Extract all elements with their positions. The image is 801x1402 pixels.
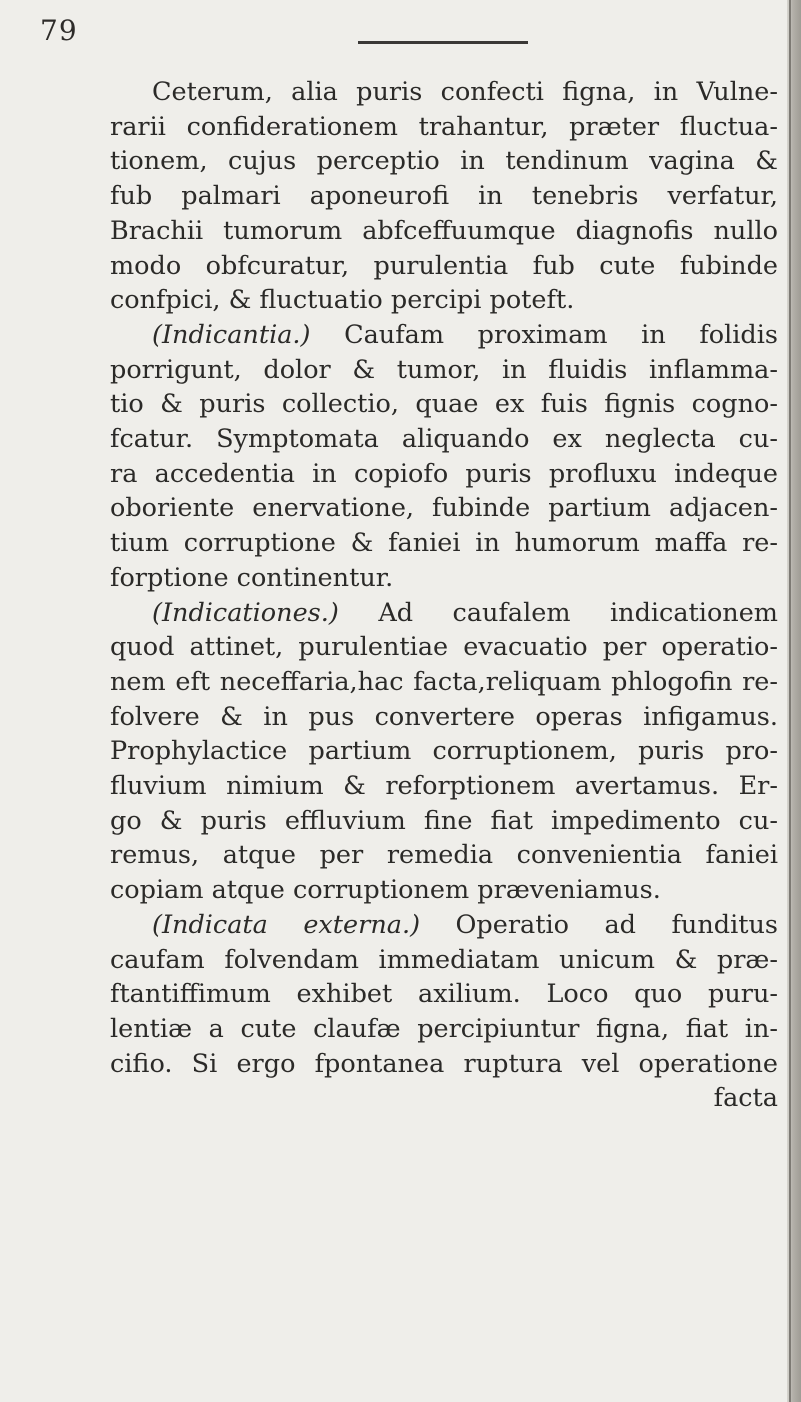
text-line: Brachii tumorum abfceffuumque diagnofis nullo bbox=[110, 215, 778, 246]
text-line: ra accedentia in copiofo puris profluxu indeque bbox=[110, 458, 778, 489]
text-line: cifio. Si ergo fpontanea ruptura vel operatione bbox=[110, 1048, 778, 1079]
body-text bbox=[110, 75, 778, 1116]
text-line: fcatur. Symptomata aliquando ex neglecta cu- bbox=[110, 424, 778, 455]
text-line: quod attinet, purulentiae evacuatio per operatio- bbox=[110, 632, 778, 663]
gutter-line bbox=[789, 0, 791, 1402]
text-line bbox=[110, 908, 778, 943]
text-run: Ad caufalem indicationem bbox=[338, 597, 778, 628]
text-line: tio & puris collectio, quae ex fuis fignis cogno- bbox=[110, 389, 778, 420]
text-run: Operatio ad funditus bbox=[420, 909, 778, 940]
text-line: folvere & in pus convertere operas infigamus. bbox=[110, 701, 778, 732]
text-line: copiam atque corruptionem præveniamus. bbox=[110, 875, 661, 906]
section-heading-indicantia: (Indicantia.) bbox=[152, 319, 311, 350]
text-line: modo obfcuratur, purulentia fub cute fubinde bbox=[110, 250, 778, 281]
text-line: Ceterum, alia puris confecti figna, in Vulne- bbox=[152, 77, 778, 107]
text-line: porrigunt, dolor & tumor, in fluidis inflamma- bbox=[110, 354, 778, 385]
text-line: caufam folvendam immediatam unicum & præ- bbox=[110, 944, 778, 975]
text-line: fub palmari aponeurofi in tenebris verfatur, bbox=[110, 181, 778, 212]
text-line: remus, atque per remedia convenientia faniei bbox=[110, 840, 778, 871]
text-line: tionem, cujus perceptio in tendinum vagina & bbox=[110, 146, 778, 177]
text-line: tium corruptione & faniei in humorum maffa re- bbox=[110, 528, 778, 559]
text-line: oboriente enervatione, fubinde partium adjacen- bbox=[110, 493, 778, 524]
text-line: confpici, & fluctuatio percipi poteft. bbox=[110, 285, 575, 316]
text-line: Prophylactice partium corruptionem, puris pro- bbox=[110, 736, 778, 767]
text-line: rarii confiderationem trahantur, præter fluctua- bbox=[110, 111, 778, 142]
paragraph-indicata-externa bbox=[110, 908, 778, 1082]
paragraph-indicationes bbox=[110, 596, 778, 908]
text-line: nem eft neceffaria,hac facta,reliquam phlogofin re- bbox=[110, 666, 778, 697]
page-number: 79 bbox=[40, 14, 78, 47]
text-line: go & puris effluvium fine fiat impedimento cu- bbox=[110, 805, 778, 836]
text-line: ftantiffimum exhibet axilium. Loco quo puru- bbox=[110, 979, 778, 1010]
text-line bbox=[110, 596, 778, 631]
header-rule bbox=[358, 41, 528, 44]
section-heading-indicata-externa: (Indicata externa.) bbox=[152, 909, 421, 940]
paragraph-indicantia bbox=[110, 318, 778, 596]
text-run: Caufam proximam in folidis bbox=[310, 319, 778, 350]
section-heading-indicationes: (Indicationes.) bbox=[152, 597, 339, 628]
text-line bbox=[110, 318, 778, 353]
text-line: fluvium nimium & reforptionem avertamus. Er- bbox=[110, 771, 778, 802]
paragraph-ceterum bbox=[110, 75, 778, 318]
catchword: facta bbox=[713, 1083, 778, 1114]
text-line: forptione continentur. bbox=[110, 562, 394, 593]
text-line: lentiæ a cute claufæ percipiuntur figna, fiat in- bbox=[110, 1013, 778, 1044]
